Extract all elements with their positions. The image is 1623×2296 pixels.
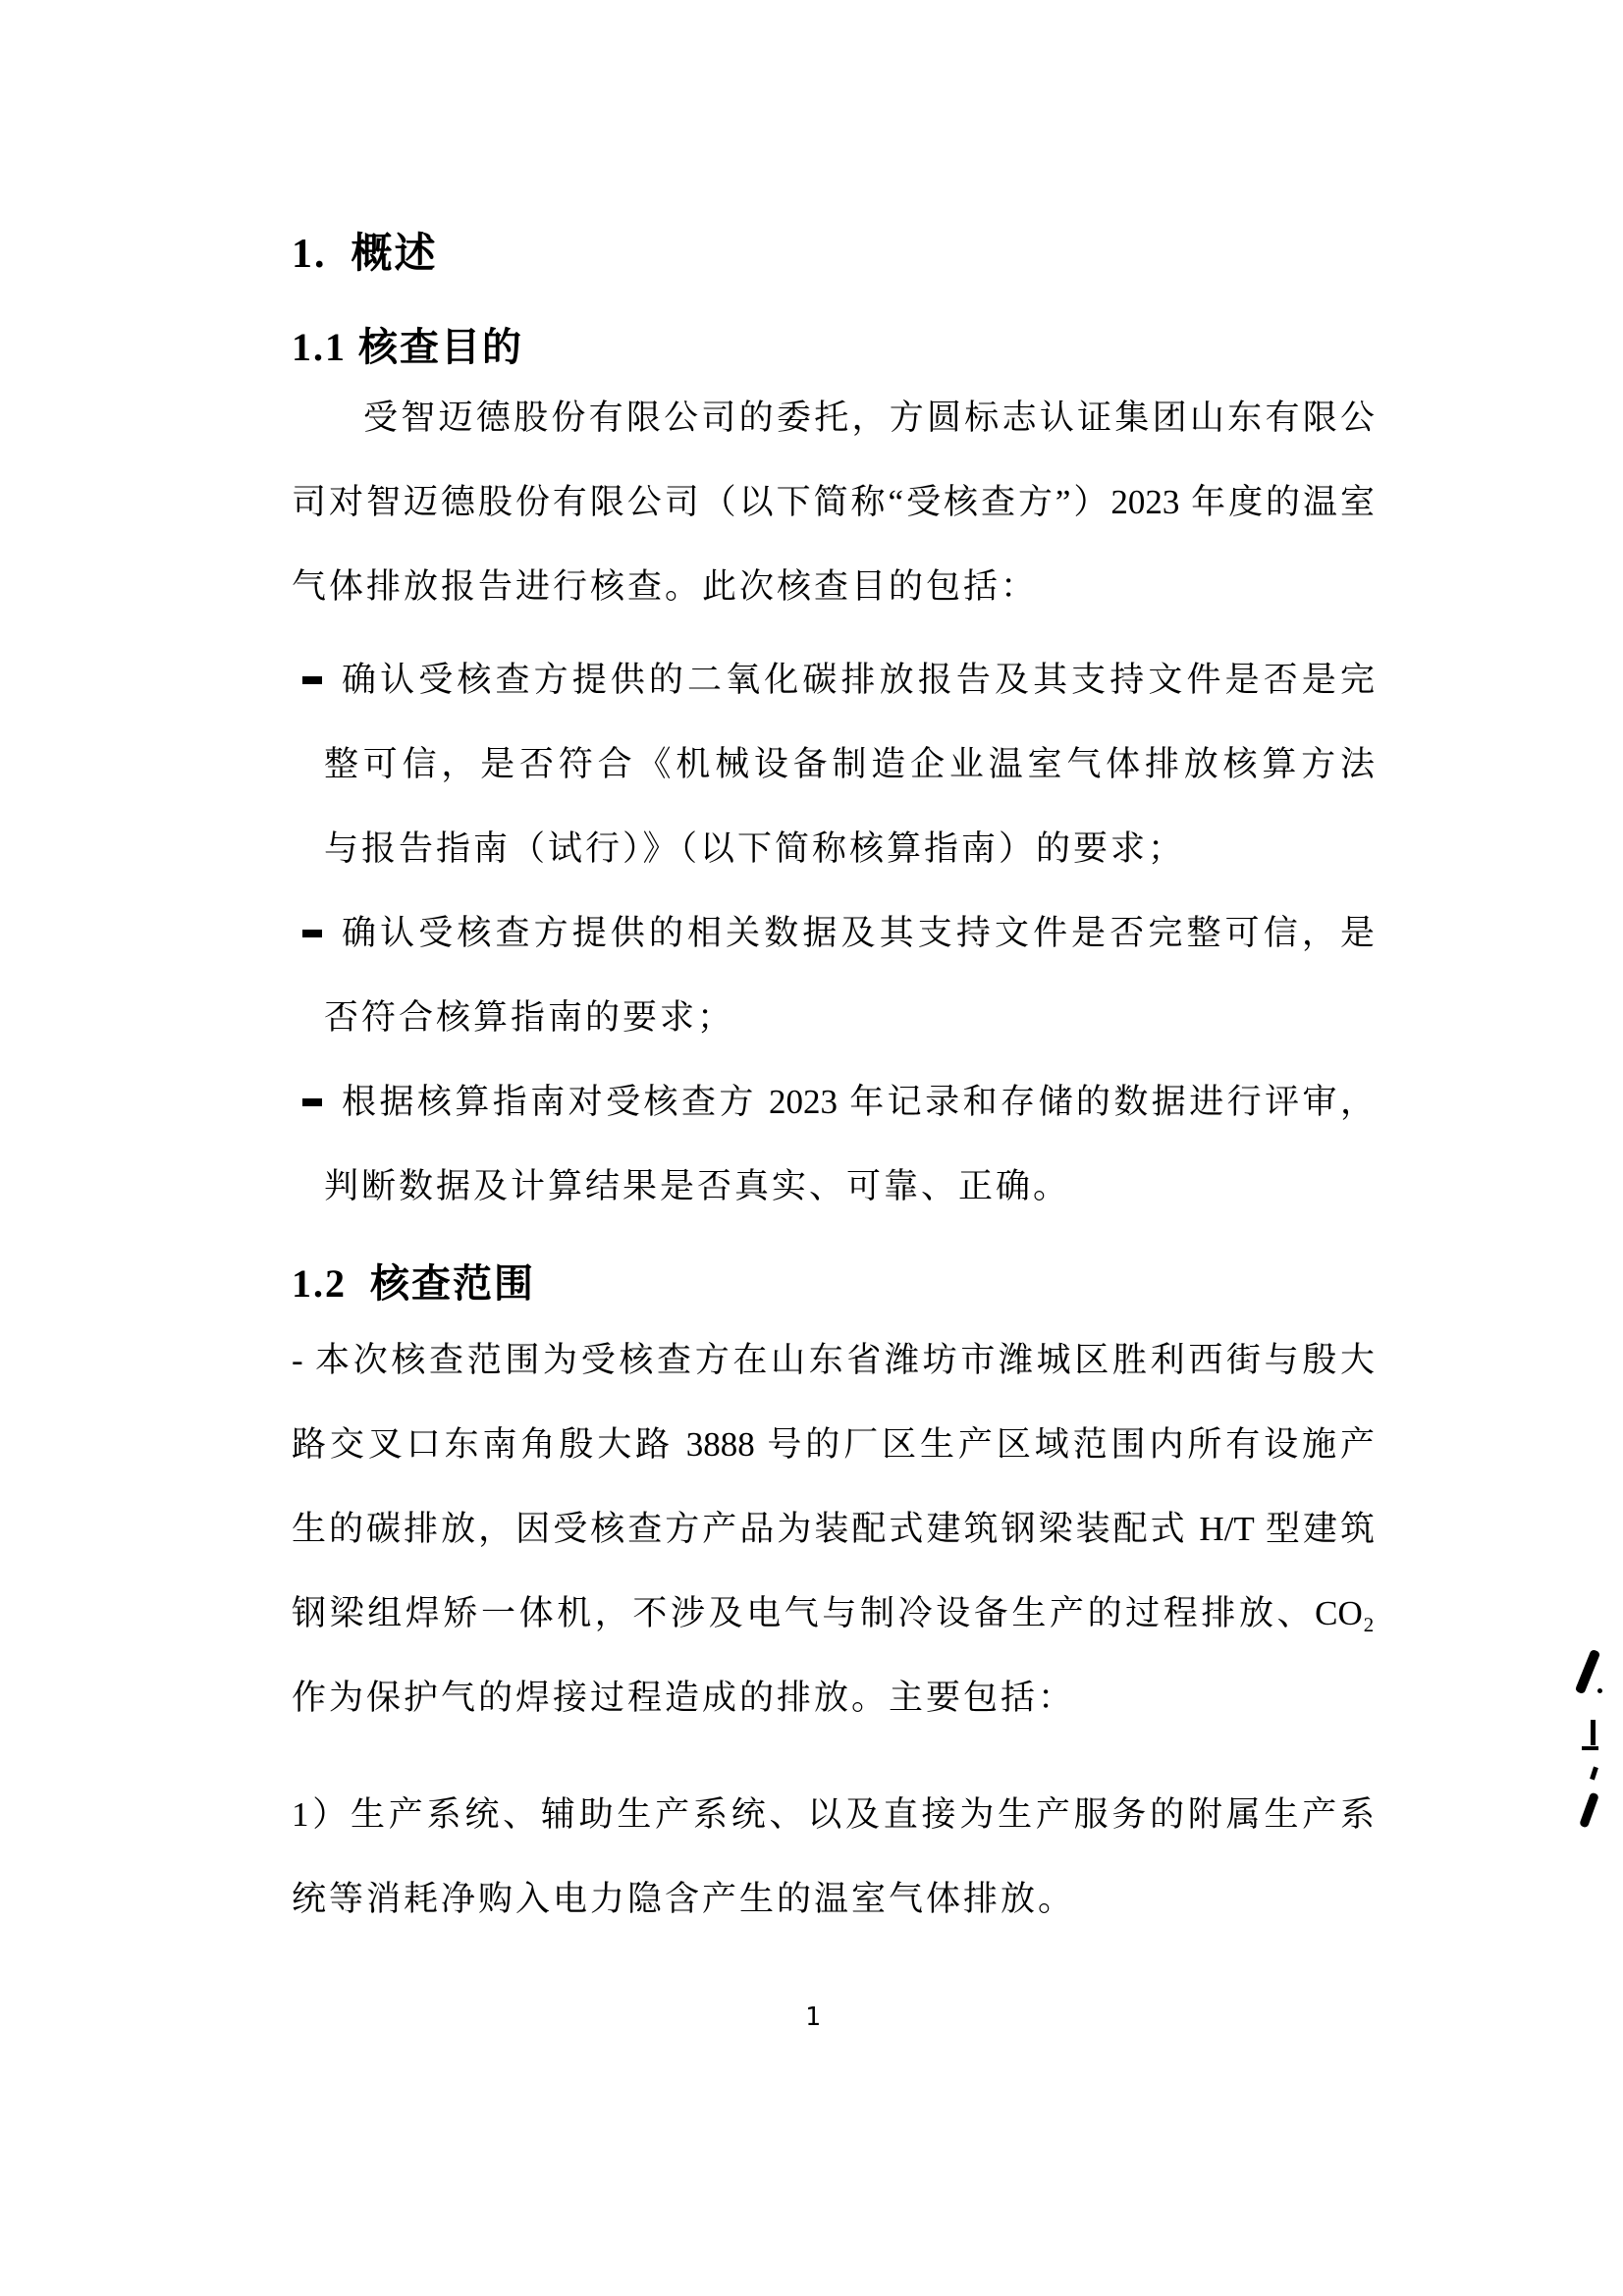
text-line: 与报告指南（试行）》（以下简称核算指南）的要求；: [324, 829, 1186, 868]
objectives-list: [292, 638, 1375, 1229]
intro-paragraph: [292, 376, 1375, 629]
bullet-dash-icon: [302, 1098, 322, 1106]
list-item: [292, 891, 1375, 1060]
scope-paragraph: [292, 1318, 1375, 1740]
page-number: 1: [805, 2002, 822, 2032]
text-line: 统等消耗净购入电力隐含产生的温室气体排放。: [292, 1880, 1076, 1918]
scan-mark: [1591, 1720, 1596, 1745]
text-line: - 本次核查范围为受核查方在山东省潍坊市潍城区胜利西街与殷大: [292, 1341, 1375, 1379]
included-emissions-paragraph: [292, 1773, 1375, 1942]
bullet-dash-icon: [302, 676, 322, 684]
bullet-dash-icon: [302, 930, 322, 937]
text-line: 判断数据及计算结果是否真实、可靠、正确。: [324, 1167, 1071, 1205]
text-line: 路交叉口东南角殷大路 3888 号的厂区生产区域范围内所有设施产: [292, 1425, 1375, 1464]
text-line: 气体排放报告进行核查。此次核查目的包括：: [292, 567, 1039, 606]
list-item: [292, 638, 1375, 891]
text-line: 作为保护气的焊接过程造成的排放。主要包括：: [292, 1679, 1076, 1717]
text-line: 1）生产系统、辅助生产系统、以及直接为生产服务的附属生产系: [292, 1795, 1375, 1834]
scan-mark: [1582, 1746, 1598, 1750]
subsection-heading-verification-purpose: 1.1 核查目的: [292, 325, 523, 369]
text-line: 确认受核查方提供的二氧化碳排放报告及其支持文件是否是完: [342, 661, 1375, 699]
text-line: 根据核算指南对受核查方 2023 年记录和存储的数据进行评审，: [342, 1083, 1375, 1121]
text-line: 否符合核算指南的要求；: [324, 998, 735, 1037]
subsection-heading-verification-scope: 1.2 核查范围: [292, 1261, 535, 1306]
scan-mark: [1579, 1792, 1599, 1829]
text-line: 整可信，是否符合《机械设备制造企业温室气体排放核算方法: [324, 745, 1375, 783]
text-line: 受智迈德股份有限公司的委托，方圆标志认证集团山东有限公: [363, 399, 1375, 437]
text-line: 钢梁组焊矫一体机，不涉及电气与制冷设备生产的过程排放、CO₂: [292, 1594, 1375, 1632]
scan-mark: [1597, 1688, 1602, 1693]
text-line: 司对智迈德股份有限公司（以下简称“受核查方”）2023 年度的温室: [292, 483, 1375, 521]
section-heading-overview: 1. 概述: [292, 232, 438, 277]
list-item: [292, 1060, 1375, 1229]
text-line: 确认受核查方提供的相关数据及其支持文件是否完整可信，是: [342, 914, 1375, 952]
scan-mark: [1590, 1767, 1598, 1781]
text-line: 生的碳排放，因受核查方产品为装配式建筑钢梁装配式 H/T 型建筑: [292, 1510, 1375, 1548]
scan-mark: [1575, 1649, 1601, 1694]
